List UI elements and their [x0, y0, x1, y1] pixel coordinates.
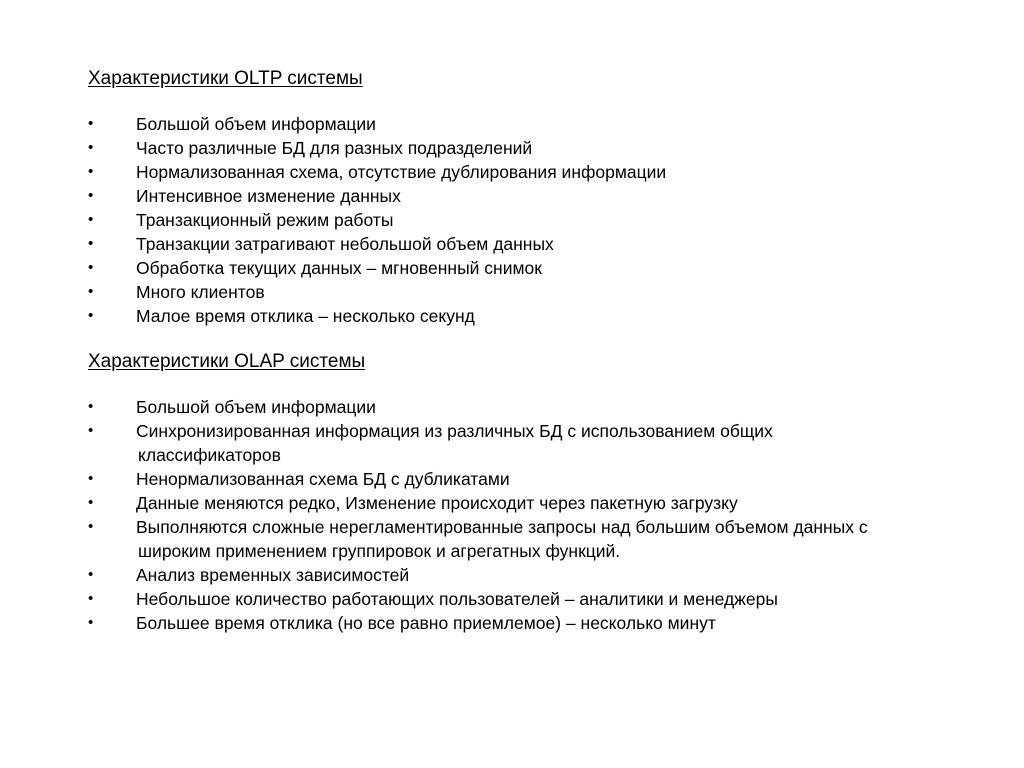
- list-item: [88, 611, 988, 635]
- list-item: [88, 395, 988, 419]
- list-item: [88, 160, 988, 184]
- bullet-icon: •: [88, 518, 94, 535]
- list-item-text: Анализ временных зависимостей: [136, 565, 410, 585]
- olap-bullet-list: [88, 395, 988, 635]
- bullet-icon: •: [88, 211, 94, 228]
- bullet-icon: •: [88, 235, 94, 252]
- list-item-text: Нормализованная схема, отсутствие дублирования информации: [136, 162, 667, 182]
- list-item: [88, 515, 988, 563]
- list-item-continuation: классификаторов: [138, 445, 281, 465]
- list-item: [88, 256, 988, 280]
- bullet-icon: •: [88, 566, 94, 583]
- list-item-continuation: широким применением группировок и агрегатных функций.: [138, 541, 621, 561]
- list-item: [88, 112, 988, 136]
- list-item-text: Ненормализованная схема БД с дубликатами: [136, 469, 510, 489]
- list-item-text: Часто различные БД для разных подразделений: [136, 138, 533, 158]
- olap-heading: Характеристики OLAP системы: [88, 351, 366, 372]
- list-item: [88, 304, 988, 328]
- list-item-text: Интенсивное изменение данных: [136, 186, 401, 206]
- list-item-text: Транзакционный режим работы: [136, 210, 394, 230]
- list-item: [88, 563, 988, 587]
- list-item-text: Выполняются сложные нерегламентированные запросы над большим объемом данных с: [136, 517, 868, 537]
- list-item: [88, 136, 988, 160]
- bullet-icon: •: [88, 494, 94, 511]
- bullet-icon: •: [88, 259, 94, 276]
- oltp-heading: Характеристики OLTP системы: [88, 68, 363, 89]
- list-item-text: Малое время отклика – несколько секунд: [136, 306, 475, 326]
- oltp-section: [88, 67, 988, 328]
- list-item: [88, 184, 988, 208]
- bullet-icon: •: [88, 283, 94, 300]
- bullet-icon: •: [88, 422, 94, 439]
- list-item-text: Синхронизированная информация из различных БД с использованием общих: [136, 421, 773, 441]
- bullet-icon: •: [88, 139, 94, 156]
- list-item: [88, 587, 988, 611]
- bullet-icon: •: [88, 398, 94, 415]
- list-item-text: Данные меняются редко, Изменение происходит через пакетную загрузку: [136, 493, 738, 513]
- bullet-icon: •: [88, 187, 94, 204]
- bullet-icon: •: [88, 470, 94, 487]
- bullet-icon: •: [88, 163, 94, 180]
- list-item: [88, 208, 988, 232]
- list-item-text: Обработка текущих данных – мгновенный снимок: [136, 258, 542, 278]
- bullet-icon: •: [88, 307, 94, 324]
- list-item-text: Большее время отклика (но все равно приемлемое) – несколько минут: [136, 613, 716, 633]
- list-item-text: Транзакции затрагивают небольшой объем данных: [136, 234, 554, 254]
- list-item-text: Небольшое количество работающих пользователей – аналитики и менеджеры: [136, 589, 778, 609]
- list-item: [88, 419, 988, 467]
- bullet-icon: •: [88, 614, 94, 631]
- list-item: [88, 232, 988, 256]
- list-item-text: Большой объем информации: [136, 114, 376, 134]
- bullet-icon: •: [88, 590, 94, 607]
- olap-section: [88, 350, 988, 635]
- list-item: [88, 280, 988, 304]
- oltp-bullet-list: [88, 112, 988, 328]
- list-item: [88, 491, 988, 515]
- list-item-text: Большой объем информации: [136, 397, 376, 417]
- list-item-text: Много клиентов: [136, 282, 265, 302]
- bullet-icon: •: [88, 115, 94, 132]
- list-item: [88, 467, 988, 491]
